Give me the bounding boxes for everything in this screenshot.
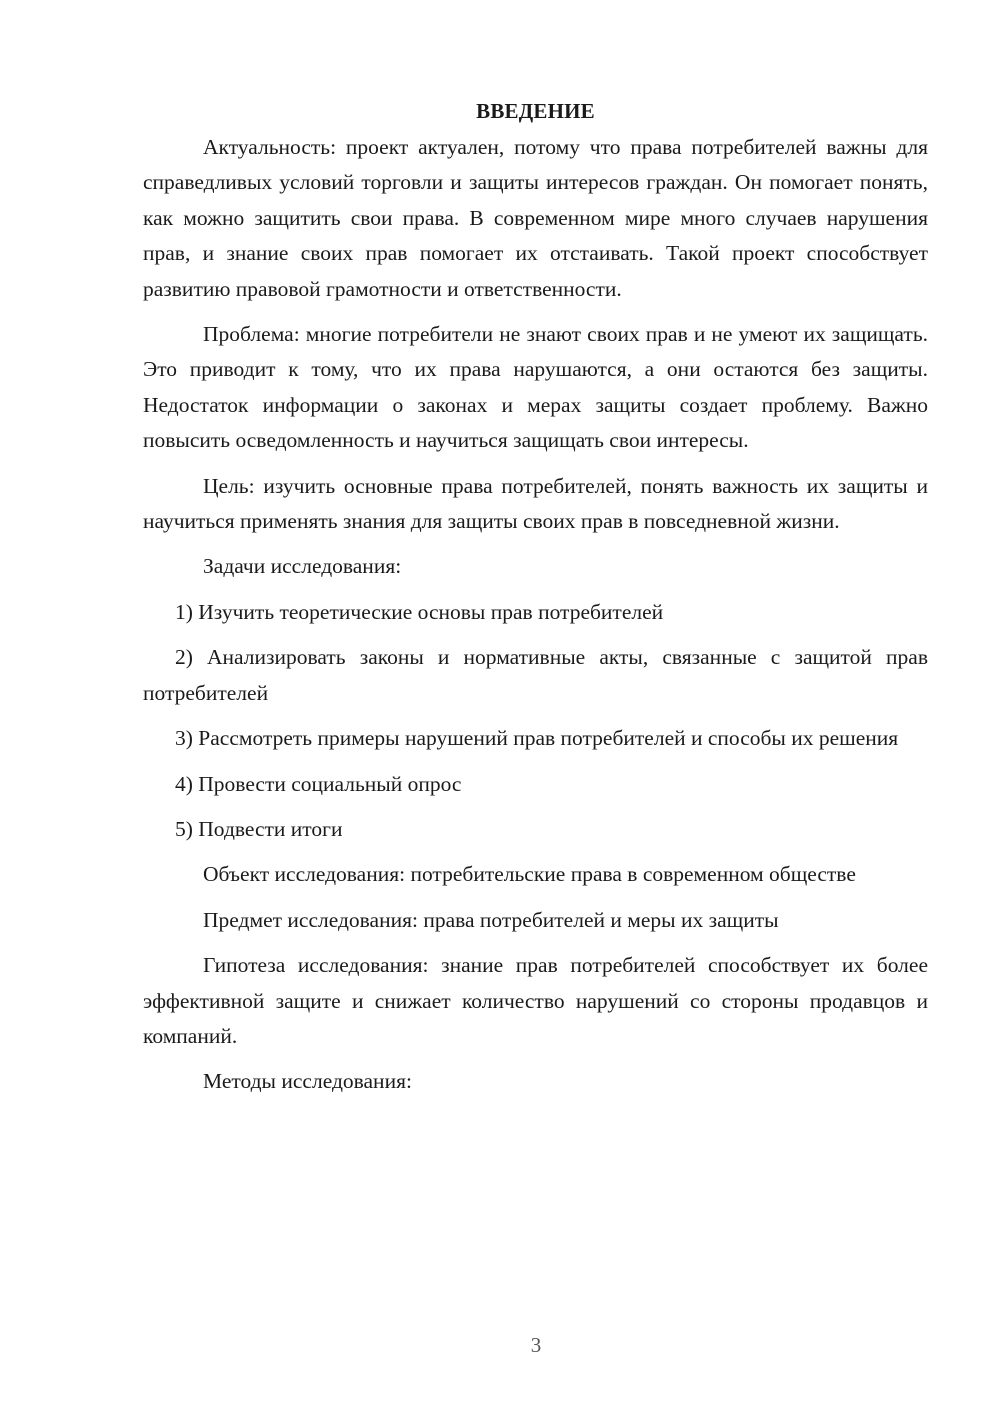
list-item: 5) Подвести итоги (175, 816, 343, 841)
list-item: 2) Анализировать законы и нормативные акты, связанные с защитой прав потребителей (143, 645, 928, 705)
hypothesis-paragraph: Гипотеза исследования: знание прав потребителей способствует их более эффективной защите и снижает количество нарушений со стороны продавцов и компаний. (143, 953, 928, 1048)
subject-paragraph: Предмет исследования: права потребителей и меры их защиты (203, 907, 779, 932)
tasks-list (143, 595, 928, 847)
object-paragraph: Объект исследования: потребительские права в современном обществе (203, 862, 856, 887)
list-item: 4) Провести социальный опрос (175, 771, 462, 796)
goal-paragraph: Цель: изучить основные права потребителей, понять важность их защиты и научиться применять знания для защиты своих прав в повседневной жизни. (143, 473, 928, 534)
tasks-title: Задачи исследования: (203, 554, 402, 579)
relevance-paragraph: Актуальность: проект актуален, потому что права потребителей важны для справедливых условий торговли и защиты интересов граждан. Он помогает понять, как можно защитить свои права. В современном мире много случаев нарушения прав, и знание своих прав помогает их отстаивать. Такой проект способствует развитию правовой грамотности и ответственности. (143, 135, 928, 301)
list-item: 1) Изучить теоретические основы прав потребителей (175, 599, 664, 624)
problem-paragraph: Проблема: многие потребители не знают своих прав и не умеют их защищать. Это приводит к тому, что их права нарушаются, а они остаются без защиты. Недостаток информации о законах и мерах защиты создает проблему. Важно повысить осведомленность и научиться защищать свои интересы. (143, 322, 928, 453)
document-page (143, 96, 928, 1110)
page-number: 3 (530, 1333, 542, 1357)
section-heading: ВВЕДЕНИЕ (476, 99, 595, 123)
methods-title: Методы исследования: (203, 1069, 412, 1094)
list-item: 3) Рассмотреть примеры нарушений прав потребителей и способы их решения (175, 726, 899, 751)
